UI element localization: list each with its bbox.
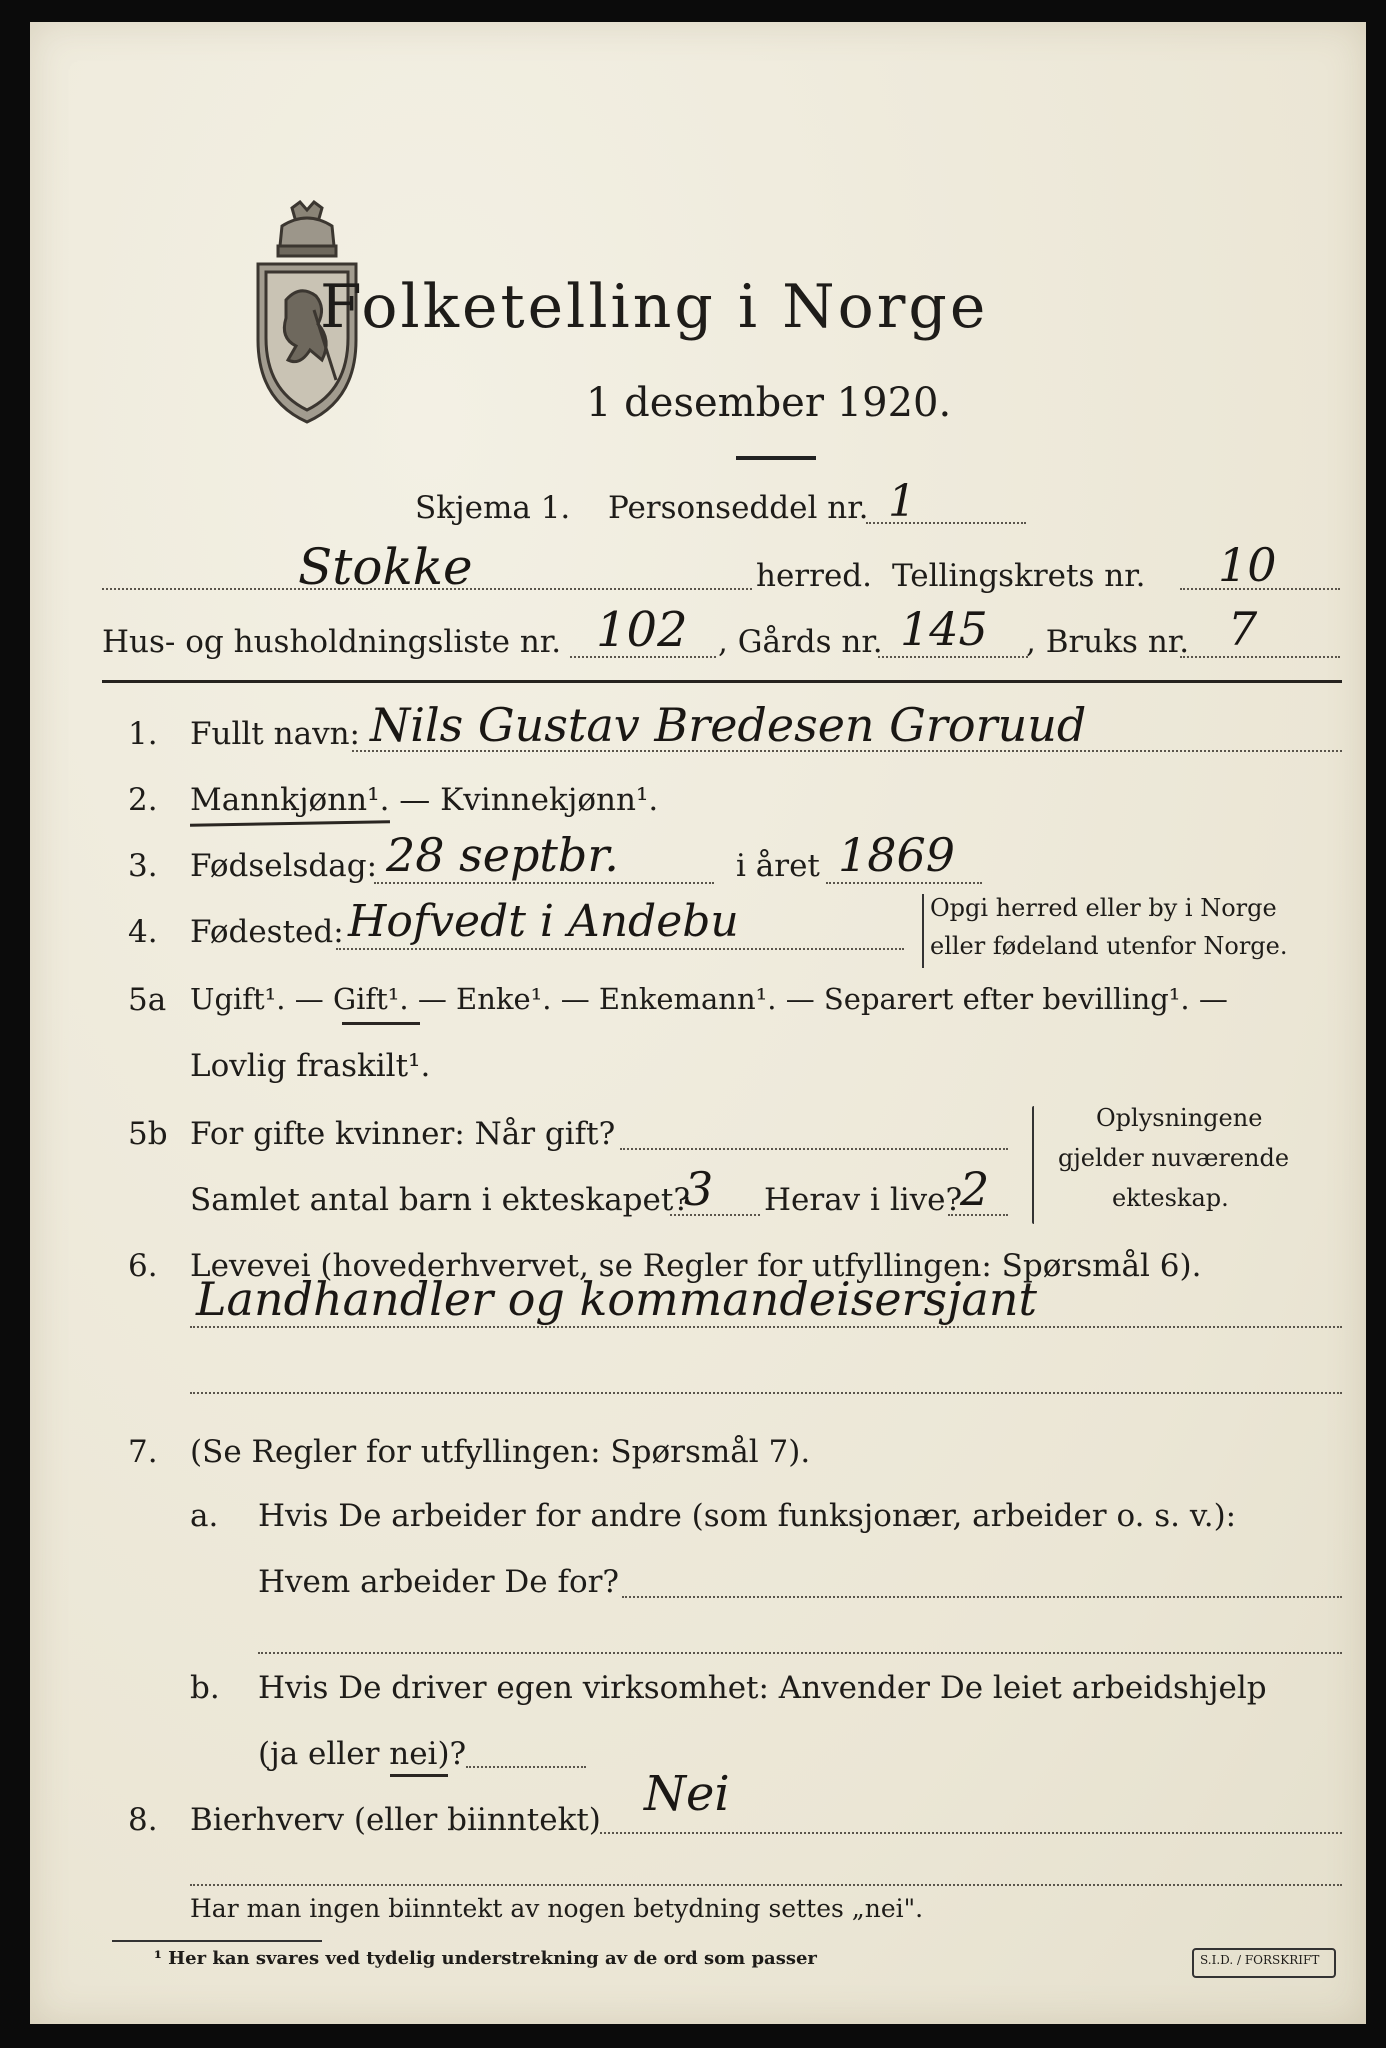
- herred-label: herred.: [756, 558, 872, 594]
- printer-stamp: [1192, 1948, 1336, 1978]
- footer-note: Har man ingen biinntekt av nogen betydning settes „nei".: [190, 1894, 924, 1923]
- form-title: Folketelling i Norge: [320, 272, 989, 342]
- q7-number: 7.: [128, 1434, 158, 1470]
- q6-line1: [190, 1326, 1342, 1328]
- hus-value: 102: [596, 602, 688, 658]
- q5b-number: 5b: [128, 1116, 168, 1152]
- printer-stamp-text: S.I.D. / FORSKRIFT: [1200, 1953, 1320, 1967]
- q5a-line2: Lovlig fraskilt¹.: [190, 1048, 431, 1084]
- header-rule: [102, 680, 1342, 683]
- q4-note-line1: Opgi herred eller by i Norge: [930, 894, 1277, 922]
- q5b-note-brace: [1032, 1106, 1034, 1224]
- q6-value: Landhandler og kommandeisersjant: [196, 1272, 1037, 1326]
- q1-value: Nils Gustav Bredesen Groruud: [370, 698, 1087, 752]
- q2-label: Mannkjønn¹. — Kvinnekjønn¹.: [190, 782, 659, 818]
- q5b-gift-line: [620, 1148, 1008, 1150]
- q3-value: 28 septbr.: [386, 828, 619, 882]
- personseddel-value: 1: [888, 476, 916, 527]
- footnote: ¹ Her kan svares ved tydelig understrekning av de ord som passer: [154, 1948, 817, 1969]
- tellingskrets-label: Tellingskrets nr.: [892, 558, 1146, 594]
- q7a-letter: a.: [190, 1498, 219, 1534]
- q6-number: 6.: [128, 1248, 158, 1284]
- q8-line2: [190, 1884, 1342, 1886]
- nei-underline: [390, 1774, 448, 1777]
- q5b-note-line3: ekteskap.: [1112, 1184, 1229, 1212]
- q2-number: 2.: [128, 782, 158, 818]
- q6-line2: [190, 1392, 1342, 1394]
- skjema-label: Skjema 1.: [415, 490, 571, 526]
- q7b-line1: Hvis De driver egen virksomhet: Anvender De leiet arbeidshjelp: [258, 1670, 1267, 1706]
- q1-number: 1.: [128, 716, 158, 752]
- bruks-label: , Bruks nr.: [1026, 624, 1190, 660]
- footnote-rule: [112, 1940, 322, 1942]
- q1-label: Fullt navn:: [190, 716, 360, 752]
- q7a-line: [622, 1596, 1342, 1598]
- q4-label: Fødested:: [190, 914, 344, 950]
- q3-line: [374, 882, 714, 884]
- bruks-line: [1180, 656, 1340, 658]
- q7a-line2-blank: [258, 1652, 1342, 1654]
- q4-note-line2: eller fødeland utenfor Norge.: [930, 932, 1288, 960]
- q3-year-value: 1869: [838, 828, 956, 882]
- q4-note-brace: [922, 894, 924, 968]
- bruks-value: 7: [1228, 602, 1258, 656]
- q8-number: 8.: [128, 1802, 158, 1838]
- q6-label: Levevei (hovederhvervet, se Regler for utfyllingen: Spørsmål 6).: [190, 1248, 1202, 1284]
- q5a-number: 5a: [128, 982, 167, 1018]
- q3-year-label: i året: [736, 848, 820, 884]
- q4-line: [336, 948, 904, 950]
- title-divider: [736, 456, 816, 460]
- q3-year-line: [826, 882, 982, 884]
- q5b-live-label: Herav i live?: [764, 1182, 963, 1218]
- q8-label: Bierhverv (eller biinntekt): [190, 1802, 601, 1838]
- hus-label: Hus- og husholdningsliste nr.: [102, 624, 562, 660]
- q5b-note-line1: Oplysningene: [1096, 1104, 1263, 1132]
- q7b-line2: (ja eller nei)?: [258, 1736, 467, 1772]
- gift-underline: [342, 1022, 420, 1025]
- q4-value: Hofvedt i Andebu: [348, 896, 739, 947]
- q5b-barn-value: 3: [684, 1162, 714, 1216]
- form-date: 1 desember 1920.: [586, 380, 952, 426]
- personseddel-label: Personseddel nr.: [608, 490, 869, 526]
- q7-label: (Se Regler for utfyllingen: Spørsmål 7).: [190, 1434, 811, 1470]
- q5b-live-value: 2: [960, 1162, 990, 1216]
- q7b-line: [466, 1766, 586, 1768]
- q7a-line1: Hvis De arbeider for andre (som funksjonær, arbeider o. s. v.):: [258, 1498, 1237, 1534]
- gards-label: , Gårds nr.: [718, 624, 883, 660]
- q5b-note-line2: gjelder nuværende: [1058, 1144, 1290, 1172]
- herred-value: Stokke: [298, 538, 473, 596]
- tellingskrets-value: 10: [1218, 538, 1277, 592]
- q8-value: Nei: [644, 1766, 730, 1822]
- q5b-barn-label: Samlet antal barn i ekteskapet?: [190, 1182, 690, 1218]
- q3-number: 3.: [128, 848, 158, 884]
- gards-value: 145: [900, 602, 988, 656]
- q7a-line2: Hvem arbeider De for?: [258, 1564, 620, 1600]
- q5a-line1: Ugift¹. — Gift¹. — Enke¹. — Enkemann¹. — Separert efter bevilling¹. —: [190, 982, 1228, 1016]
- mannkjonn-underline: [190, 820, 390, 826]
- q4-number: 4.: [128, 914, 158, 950]
- census-form-sheet: [30, 22, 1366, 2024]
- q8-line: [600, 1832, 1342, 1834]
- gards-line: [878, 656, 1028, 658]
- q5b-line1: For gifte kvinner: Når gift?: [190, 1116, 616, 1152]
- q3-label: Fødselsdag:: [190, 848, 378, 884]
- q7b-letter: b.: [190, 1670, 220, 1706]
